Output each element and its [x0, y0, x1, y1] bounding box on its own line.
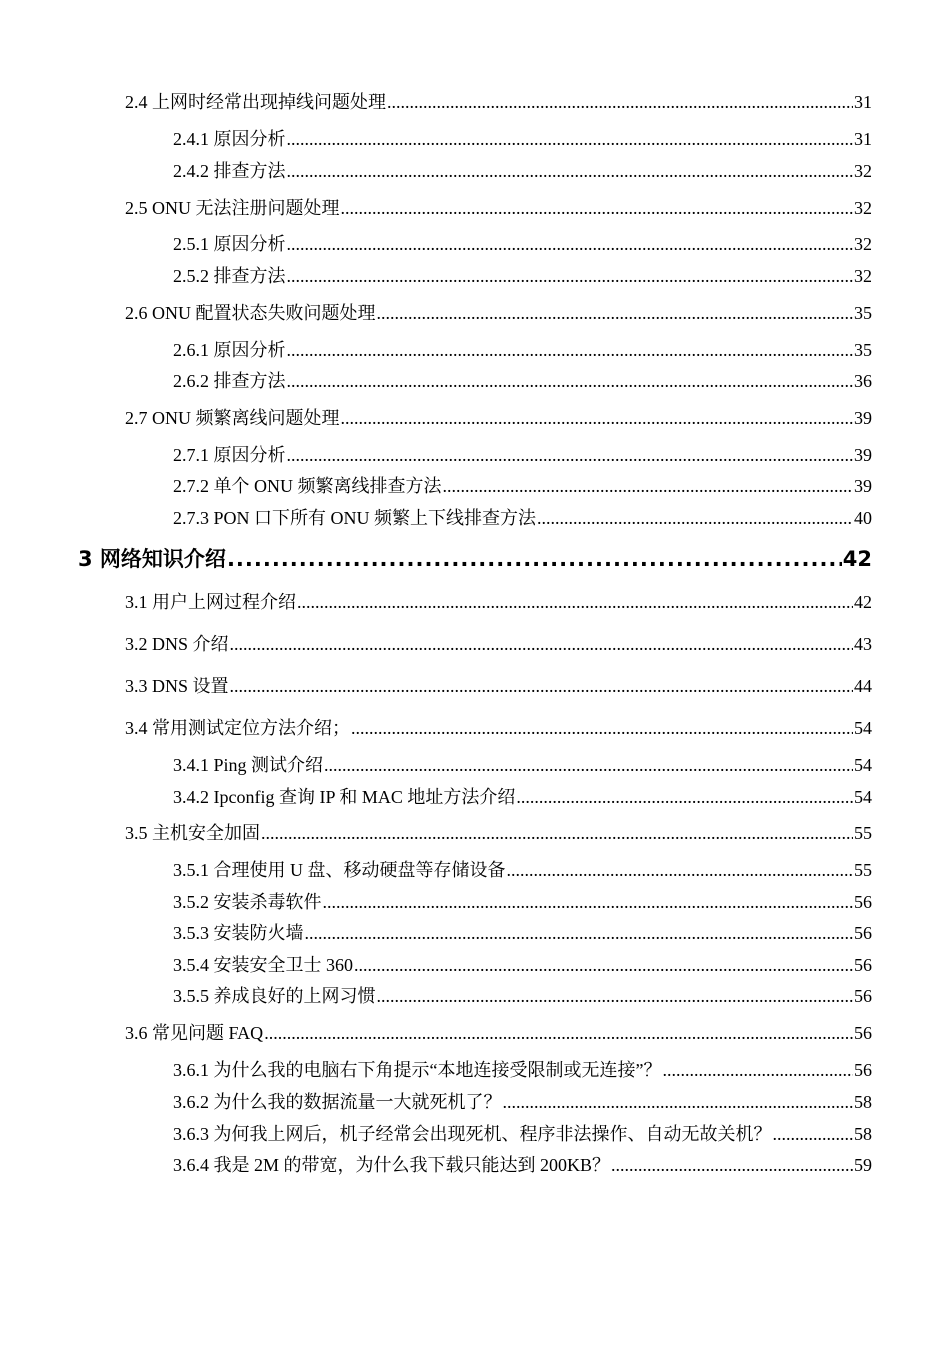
toc-entry-3-4[interactable]: [125, 714, 872, 740]
dot-leader: [377, 303, 854, 324]
dot-leader: [287, 161, 854, 182]
toc-entry-3-1[interactable]: [125, 588, 872, 614]
dot-leader: [230, 676, 853, 697]
toc-entry-3-6-2[interactable]: [173, 1088, 872, 1114]
dot-leader: [773, 1124, 854, 1145]
toc-page-number: 32: [854, 234, 872, 254]
toc-page-number: 32: [854, 161, 872, 181]
toc-page-number: 44: [854, 676, 872, 696]
toc-entry-3-6-1[interactable]: [173, 1056, 872, 1082]
toc-chapter-label: 3 网络知识介绍: [78, 547, 226, 571]
dot-leader: [537, 508, 853, 529]
toc-entry-label: 3.5.1 合理使用 U 盘、移动硬盘等存储设备: [173, 860, 506, 880]
toc-page-number: 58: [854, 1124, 872, 1144]
toc-entry-2-6[interactable]: [125, 299, 872, 325]
toc-entry-3-2[interactable]: [125, 630, 872, 656]
dot-leader: [261, 823, 853, 844]
toc-entry-label: 2.6.2 排查方法: [173, 371, 286, 391]
toc-page-number: 59: [854, 1155, 872, 1175]
dot-leader: [354, 955, 853, 976]
toc-entry-3-6[interactable]: [125, 1019, 872, 1045]
toc-entry-label: 3.6 常见问题 FAQ: [125, 1023, 264, 1043]
toc-entry-label: 3.5.3 安装防火墙: [173, 923, 304, 943]
toc-entry-label: 2.7.2 单个 ONU 频繁离线排查方法: [173, 476, 442, 496]
toc-entry-label: 2.4.2 排查方法: [173, 161, 286, 181]
toc-entry-label: 2.5.2 排查方法: [173, 266, 286, 286]
toc-page-number: 54: [854, 787, 872, 807]
toc-page-number: 56: [854, 1023, 872, 1043]
dot-leader: [287, 340, 854, 361]
toc-page-number: 42: [842, 547, 872, 571]
toc-entry-label: 3.4.2 Ipconfig 查询 IP 和 MAC 地址方法介绍: [173, 787, 516, 807]
toc-page-number: 56: [854, 955, 872, 975]
toc-entry-label: 2.7 ONU 频繁离线问题处理: [125, 408, 340, 428]
toc-page-number: 55: [854, 860, 872, 880]
toc-page-number: 39: [854, 476, 872, 496]
dot-leader: [264, 1023, 853, 1044]
toc-entry-3[interactable]: [78, 543, 872, 573]
toc-entry-label: 3.1 用户上网过程介绍: [125, 592, 296, 612]
toc-page-number: 39: [854, 445, 872, 465]
dot-leader: [287, 371, 854, 392]
dot-leader: [227, 547, 842, 571]
toc-page-number: 54: [854, 755, 872, 775]
toc-entry-2-6-1[interactable]: [173, 336, 872, 362]
dot-leader: [287, 129, 854, 150]
dot-leader: [377, 986, 854, 1007]
toc-entry-2-7-3[interactable]: [173, 504, 872, 530]
toc-entry-label: 3.6.3 为何我上网后，机子经常会出现死机、程序非法操作、自动无故关机？: [173, 1124, 772, 1144]
dot-leader: [387, 92, 853, 113]
dot-leader: [324, 755, 853, 776]
dot-leader: [297, 592, 853, 613]
dot-leader: [341, 198, 854, 219]
toc-page-number: 56: [854, 986, 872, 1006]
toc-entry-label: 2.7.3 PON 口下所有 ONU 频繁上下线排查方法: [173, 508, 537, 528]
toc-entry-label: 2.6 ONU 配置状态失败问题处理: [125, 303, 376, 323]
dot-leader: [507, 860, 854, 881]
toc-entry-label: 3.5 主机安全加固: [125, 823, 260, 843]
toc-page-number: 32: [854, 198, 872, 218]
toc-entry-label: 2.5.1 原因分析: [173, 234, 286, 254]
toc-entry-2-7-1[interactable]: [173, 441, 872, 467]
toc-page-number: 39: [854, 408, 872, 428]
toc-entry-label: 2.4.1 原因分析: [173, 129, 286, 149]
toc-entry-3-4-1[interactable]: [173, 751, 872, 777]
toc-entry-3-5-1[interactable]: [173, 856, 872, 882]
toc-entry-3-6-3[interactable]: [173, 1120, 872, 1146]
toc-page-number: 40: [854, 508, 872, 528]
toc-page-number: 35: [854, 303, 872, 323]
toc-entry-2-7[interactable]: [125, 404, 872, 430]
toc-entry-label: 3.2 DNS 介绍: [125, 634, 229, 654]
toc-entry-label: 3.5.2 安装杀毒软件: [173, 892, 322, 912]
dot-leader: [323, 892, 854, 913]
toc-page-number: 58: [854, 1092, 872, 1112]
dot-leader: [341, 408, 854, 429]
toc-entry-label: 3.5.5 养成良好的上网习惯: [173, 986, 376, 1006]
toc-entry-2-6-2[interactable]: [173, 367, 872, 393]
toc-entry-3-5-2[interactable]: [173, 888, 872, 914]
dot-leader: [305, 923, 854, 944]
toc-page-number: 55: [854, 823, 872, 843]
toc-entry-2-5-1[interactable]: [173, 230, 872, 256]
toc-entry-label: 2.4 上网时经常出现掉线问题处理: [125, 92, 386, 112]
toc-entry-2-4-1[interactable]: [173, 125, 872, 151]
toc-entry-label: 3.6.1 为什么我的电脑右下角提示“本地连接受限制或无连接”？: [173, 1060, 662, 1080]
toc-entry-3-3[interactable]: [125, 672, 872, 698]
toc-page-number: 56: [854, 923, 872, 943]
toc-entry-3-5-5[interactable]: [173, 982, 872, 1008]
toc-entry-3-5-4[interactable]: [173, 951, 872, 977]
toc-entry-2-4[interactable]: [125, 88, 872, 114]
toc-page-number: 54: [854, 718, 872, 738]
toc-page-number: 36: [854, 371, 872, 391]
toc-page-number: 56: [854, 1060, 872, 1080]
toc-page-number: 31: [854, 92, 872, 112]
dot-leader: [351, 718, 853, 739]
toc-page-number: 35: [854, 340, 872, 360]
toc-entry-3-5-3[interactable]: [173, 919, 872, 945]
toc-entry-label: 3.6.4 我是 2M 的带宽，为什么我下载只能达到 200KB？: [173, 1155, 611, 1175]
dot-leader: [230, 634, 853, 655]
toc-entry-3-6-4[interactable]: [173, 1151, 872, 1177]
toc-entry-3-4-2[interactable]: [173, 783, 872, 809]
toc-entry-label: 2.5 ONU 无法注册问题处理: [125, 198, 340, 218]
dot-leader: [287, 234, 854, 255]
toc-entry-3-5[interactable]: [125, 819, 872, 845]
toc-entry-label: 2.7.1 原因分析: [173, 445, 286, 465]
toc-page-number: 31: [854, 129, 872, 149]
toc-page-number: 43: [854, 634, 872, 654]
toc-entry-2-7-2[interactable]: [173, 472, 872, 498]
toc-page-number: 32: [854, 266, 872, 286]
dot-leader: [516, 787, 853, 808]
toc-entry-label: 3.3 DNS 设置: [125, 676, 229, 696]
toc-page-number: 56: [854, 892, 872, 912]
dot-leader: [287, 445, 854, 466]
dot-leader: [443, 476, 854, 497]
toc-entry-label: 3.5.4 安装安全卫士 360: [173, 955, 353, 975]
toc-page-number: 42: [854, 592, 872, 612]
toc-entry-2-5[interactable]: [125, 194, 872, 220]
dot-leader: [287, 266, 854, 287]
toc-entry-label: 3.4 常用测试定位方法介绍；: [125, 718, 350, 738]
toc-entry-label: 3.4.1 Ping 测试介绍: [173, 755, 324, 775]
dot-leader: [662, 1060, 853, 1081]
toc-entry-label: 2.6.1 原因分析: [173, 340, 286, 360]
dot-leader: [503, 1092, 854, 1113]
toc-entry-label: 3.6.2 为什么我的数据流量一大就死机了？: [173, 1092, 502, 1112]
toc-entry-2-5-2[interactable]: [173, 262, 872, 288]
toc-entry-2-4-2[interactable]: [173, 157, 872, 183]
dot-leader: [611, 1155, 853, 1176]
